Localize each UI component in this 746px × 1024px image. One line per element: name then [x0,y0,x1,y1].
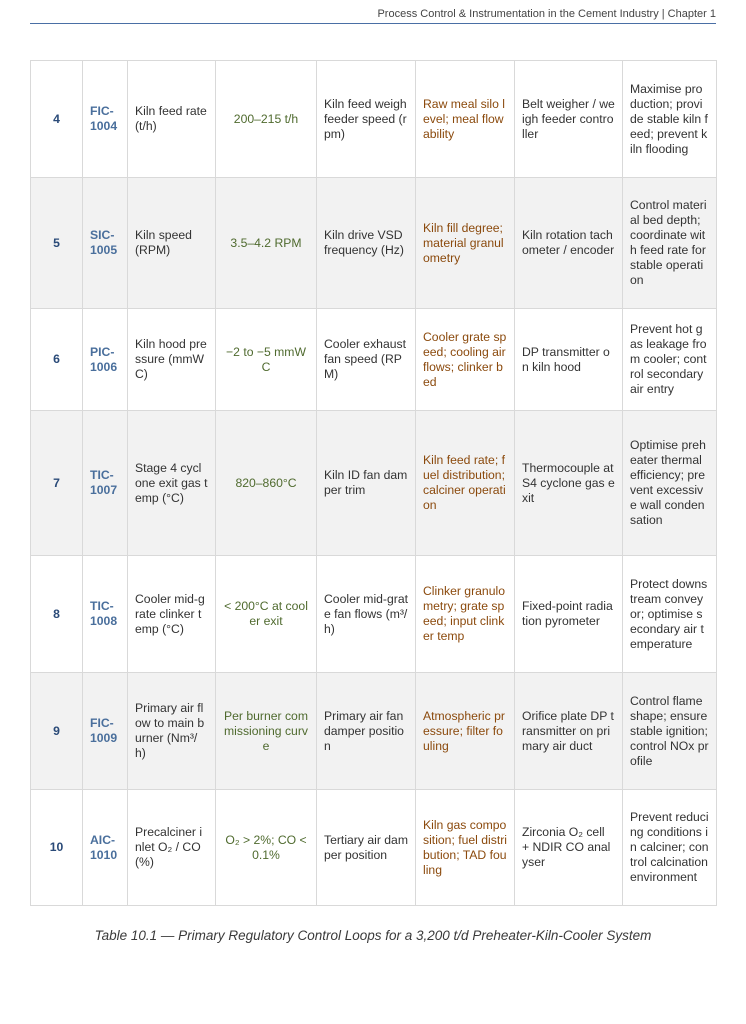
setpoint-range: < 200°C at cooler exit [216,556,317,673]
table-row [31,673,717,790]
controlled-variable: Kiln speed (RPM) [128,178,216,309]
control-loops-table [30,60,717,906]
setpoint-range: 3.5–4.2 RPM [216,178,317,309]
controlled-variable: Cooler mid-grate clinker temp (°C) [128,556,216,673]
table-row [31,309,717,411]
loop-number: 9 [31,673,83,790]
manipulated-variable: Primary air fan damper position [317,673,416,790]
loop-number: 5 [31,178,83,309]
control-objective: Control material bed depth; coordinate with feed rate for stable operation [623,178,717,309]
loop-tag: FIC-1009 [83,673,128,790]
disturbances: Kiln feed rate; fuel distribution; calciner operation [416,411,515,556]
setpoint-range: O₂ > 2%; CO < 0.1% [216,790,317,906]
control-objective: Maximise production; provide stable kiln feed; prevent kiln flooding [623,61,717,178]
loop-number: 6 [31,309,83,411]
table-row [31,178,717,309]
table-row [31,61,717,178]
control-objective: Control flame shape; ensure stable ignition; control NOx profile [623,673,717,790]
loop-number: 8 [31,556,83,673]
setpoint-range: 820–860°C [216,411,317,556]
disturbances: Clinker granulometry; grate speed; input clinker temp [416,556,515,673]
running-header: Process Control & Instrumentation in the Cement Industry | Chapter 1 [30,8,716,24]
measurement-device: Belt weigher / weigh feeder controller [515,61,623,178]
table-row [31,411,717,556]
disturbances: Atmospheric pressure; filter fouling [416,673,515,790]
control-objective: Prevent reducing conditions in calciner; control calcination environment [623,790,717,906]
manipulated-variable: Kiln ID fan damper trim [317,411,416,556]
measurement-device: Zirconia O₂ cell + NDIR CO analyser [515,790,623,906]
controlled-variable: Kiln hood pressure (mmWC) [128,309,216,411]
manipulated-variable: Kiln drive VSD frequency (Hz) [317,178,416,309]
loop-number: 4 [31,61,83,178]
loop-tag: AIC-1010 [83,790,128,906]
measurement-device: Fixed-point radiation pyrometer [515,556,623,673]
table-row [31,790,717,906]
measurement-device: DP transmitter on kiln hood [515,309,623,411]
control-objective: Protect downstream conveyor; optimise secondary air temperature [623,556,717,673]
control-objective: Prevent hot gas leakage from cooler; control secondary air entry [623,309,717,411]
loop-tag: TIC-1007 [83,411,128,556]
loop-number: 10 [31,790,83,906]
setpoint-range: 200–215 t/h [216,61,317,178]
setpoint-range: −2 to −5 mmWC [216,309,317,411]
disturbances: Raw meal silo level; meal flowability [416,61,515,178]
manipulated-variable: Kiln feed weigh feeder speed (rpm) [317,61,416,178]
measurement-device: Thermocouple at S4 cyclone gas exit [515,411,623,556]
table-caption: Table 10.1 — Primary Regulatory Control Loops for a 3,200 t/d Preheater-Kiln-Cooler System [94,928,652,943]
measurement-device: Orifice plate DP transmitter on primary air duct [515,673,623,790]
setpoint-range: Per burner commissioning curve [216,673,317,790]
manipulated-variable: Cooler mid-grate fan flows (m³/h) [317,556,416,673]
disturbances: Cooler grate speed; cooling air flows; clinker bed [416,309,515,411]
controlled-variable: Kiln feed rate (t/h) [128,61,216,178]
control-objective: Optimise preheater thermal efficiency; prevent excessive wall condensation [623,411,717,556]
controlled-variable: Precalciner inlet O₂ / CO (%) [128,790,216,906]
disturbances: Kiln gas composition; fuel distribution; TAD fouling [416,790,515,906]
loop-tag: SIC-1005 [83,178,128,309]
manipulated-variable: Tertiary air damper position [317,790,416,906]
measurement-device: Kiln rotation tachometer / encoder [515,178,623,309]
loop-tag: PIC-1006 [83,309,128,411]
controlled-variable: Stage 4 cyclone exit gas temp (°C) [128,411,216,556]
loop-tag: FIC-1004 [83,61,128,178]
disturbances: Kiln fill degree; material granulometry [416,178,515,309]
controlled-variable: Primary air flow to main burner (Nm³/h) [128,673,216,790]
loop-tag: TIC-1008 [83,556,128,673]
loop-number: 7 [31,411,83,556]
table-row [31,556,717,673]
manipulated-variable: Cooler exhaust fan speed (RPM) [317,309,416,411]
